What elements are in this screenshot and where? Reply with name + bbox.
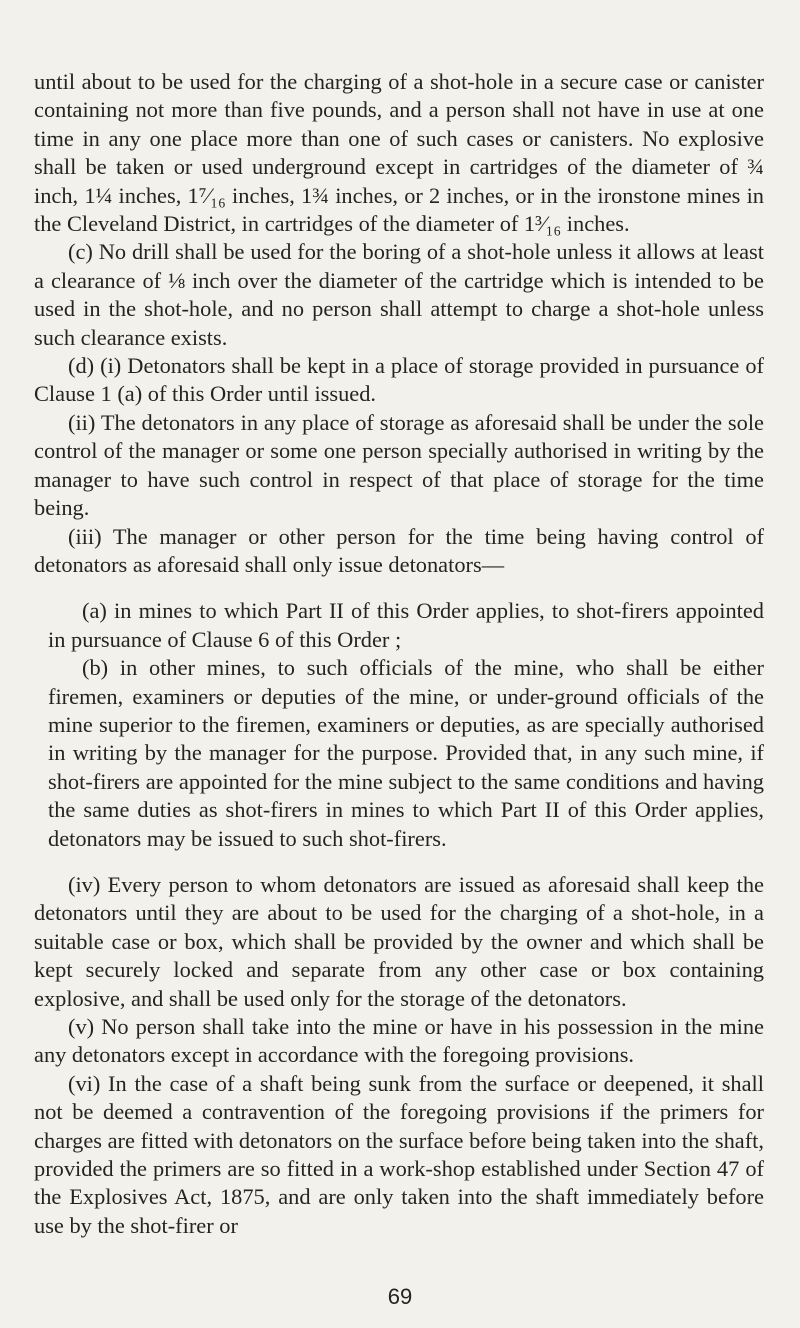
paragraph-d-iv: (iv) Every person to whom detonators are issued as aforesaid shall keep the detonators until they are about to be used for the charging of a shot-hole, in a suitable case or box, which shall be provided by the owner and which shall be kept securely locked and separate from any other case or box containing explosive, and shall be used only for the storage of the detonators. xyxy=(34,871,764,1011)
paragraph-continuation: until about to be used for the charging of a shot-hole in a secure case or canister containing not more than five pounds, and a person shall not have in use at one time in any one place more than one of such cases or canisters. No explosive shall be taken or used underground except in cartridges of the diameter of ¾ inch, 1¼ inches, 1⁷⁄₁₆ inches, 1¾ inches, or 2 inches, or in the ironstone mines in the Cleveland District, in cartridges of the diameter of 1³⁄₁₆ inches. xyxy=(34,69,764,237)
paragraph-d-ii: (ii) The detonators in any place of storage as aforesaid shall be under the sole control of the manager or some one person specially authorised in writing by the manager to have such control in respect of that place of storage for the time being. xyxy=(34,409,764,521)
paragraph-d-v: (v) No person shall take into the mine or have in his possession in the mine any detonators except in accordance with the foregoing provisions. xyxy=(34,1014,764,1068)
page-number: 69 xyxy=(387,1284,413,1309)
paragraph-d-iii-a: (a) in mines to which Part II of this Order applies, to shot-firers appointed in pursuance of Clause 6 of this Order ; xyxy=(48,598,764,652)
paragraph-d-iii-b: (b) in other mines, to such officials of the mine, who shall be either firemen, examiners or deputies of the mine, or under-ground officials of the mine superior to the firemen, examiners or deputies, as are specially authorised in writing by the manager for the purpose. Provided that, in any such mine, if shot-firers are appointed for the mine subject to the same conditions and having the same duties as shot-firers in mines to which Part II of this Order applies, detonators may be issued to such shot-firers. xyxy=(48,655,764,851)
paragraph-c: (c) No drill shall be used for the boring of a shot-hole unless it allows at least a clearance of ⅛ inch over the diameter of the cartridge which is intended to be used in the shot-hole, and no person shall attempt to charge a shot-hole unless such clearance exists. xyxy=(34,239,764,350)
paragraph-d-iii: (iii) The manager or other person for the time being having control of detonators as aforesaid shall only issue detonators— xyxy=(34,523,764,577)
paragraph-d-vi: (vi) In the case of a shaft being sunk from the surface or deepened, it shall not be deemed a contravention of the foregoing provisions if the primers for charges are fitted with detonators on the surface before being taken into the shaft, provided the primers are so fitted in a work-shop established under Section 47 of the Explosives Act, 1875, and are only taken into the shaft immediately before use by the shot-firer or xyxy=(34,1070,764,1238)
paragraph-d-i: (d) (i) Detonators shall be kept in a place of storage provided in pursuance of Clause 1 (a) of this Order until issued. xyxy=(34,353,764,407)
